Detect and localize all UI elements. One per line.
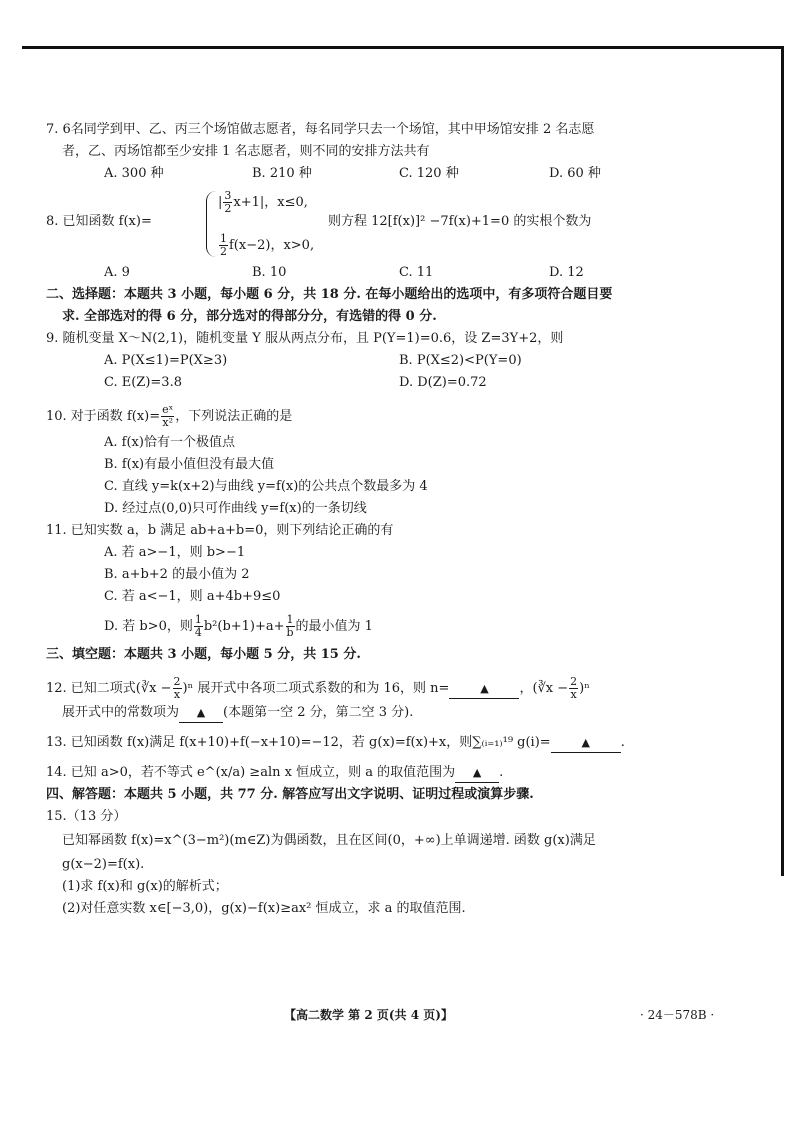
q13-blank[interactable]: ▲ bbox=[551, 734, 621, 753]
q10-option-a: A. f(x)恰有一个极值点 bbox=[104, 435, 235, 450]
q10-option-d: D. 经过点(0,0)只可作曲线 y=f(x)的一条切线 bbox=[104, 501, 367, 516]
footer-page-info: 【高二数学 第 2 页(共 4 页)】 bbox=[284, 1008, 453, 1022]
section4-title: 四、解答题：本题共 5 小题，共 77 分. 解答应写出文字说明、证明过程或演算步骤. bbox=[46, 787, 534, 802]
q8-case2: $\frac{1}{2}$ f(x−2)，x>0, bbox=[220, 232, 315, 258]
section3-title: 三、填空题：本题共 3 小题，每小题 5 分，共 15 分. bbox=[46, 647, 361, 662]
q15-line2: g(x−2)=f(x). bbox=[62, 857, 145, 872]
q9-option-a: A. P(X≤1)=P(X≥3) bbox=[104, 353, 228, 368]
q8-case1-fraction: $\frac{3}{2}$ bbox=[224, 189, 232, 215]
footer-code: · 24－578B · bbox=[640, 1008, 715, 1022]
q7-line2: 者，乙、丙场馆都至少安排 1 名志愿者，则不同的安排方法共有 bbox=[62, 144, 430, 159]
q15-line1: 已知幂函数 f(x)=x^(3−m²)(m∈Z)为偶函数，且在区间(0，+∞)上单调递增. 函数 g(x)满足 bbox=[62, 833, 596, 848]
q7-option-d: D. 60 种 bbox=[549, 166, 601, 181]
right-border-line bbox=[781, 46, 784, 876]
q12-blank-1[interactable]: ▲ bbox=[449, 680, 519, 699]
q11-d-fraction-1: $\frac{1}{4}$ bbox=[194, 613, 202, 639]
q14-line: 14. 已知 a>0，若不等式 e^(x/a) ≥aln x 恒成立，则 a 的取值范围为 ▲ . bbox=[46, 764, 503, 783]
q9-option-d: D. D(Z)=0.72 bbox=[399, 375, 487, 390]
q11-option-d: D. 若 b>0，则 $\frac{1}{4}$ b²(b+1)+a+ $\frac{1}{b}$ 的最小值为 1 bbox=[104, 613, 373, 639]
q7-option-b: B. 210 种 bbox=[252, 166, 312, 181]
q7-line1: 7. 6名同学到甲、乙、丙三个场馆做志愿者，每名同学只去一个场馆，其中甲场馆安排 2 名志愿 bbox=[46, 122, 595, 137]
q8-piecewise-brace bbox=[206, 191, 217, 257]
q7-option-a: A. 300 种 bbox=[104, 166, 164, 181]
q8-prefix: 8. 已知函数 f(x)= bbox=[46, 214, 152, 229]
q11-option-c: C. 若 a<−1，则 a+4b+9≤0 bbox=[104, 589, 281, 604]
q13-line: 13. 已知函数 f(x)满足 f(x+10)+f(−x+10)=−12，若 g(x)=f(x)+x，则∑₍ᵢ₌₁₎¹⁹ g(i)= ▲ . bbox=[46, 734, 625, 753]
section2-title-line1: 二、选择题：本题共 3 小题，每小题 6 分，共 18 分. 在每小题给出的选项中，有多项符合题目要 bbox=[46, 287, 613, 302]
q15-part1: (1)求 f(x)和 g(x)的解析式； bbox=[62, 879, 228, 894]
q9-stem: 9. 随机变量 X～N(2,1)，随机变量 Y 服从两点分布，且 P(Y=1)=0.6，设 Z=3Y+2，则 bbox=[46, 331, 564, 346]
section2-title-line2: 求. 全部选对的得 6 分，部分选对的得部分分，有选错的得 0 分. bbox=[62, 309, 437, 324]
q15-head: 15.（13 分） bbox=[46, 809, 127, 824]
q14-blank[interactable]: ▲ bbox=[455, 764, 499, 783]
q15-part2: (2)对任意实数 x∈[−3,0)，g(x)−f(x)≥ax² 恒成立，求 a 的取值范围. bbox=[62, 901, 466, 916]
q12-line1: 12. 已知二项式(∛x − $\frac{2}{x}$ )ⁿ 展开式中各项二项式系数的和为 16，则 n= ▲ ，(∛x − $\frac{2}{x}$ )ⁿ bbox=[46, 675, 590, 701]
q8-suffix: 则方程 12[f(x)]² −7f(x)+1=0 的实根个数为 bbox=[328, 214, 592, 229]
q12-fraction-1: $\frac{2}{x}$ bbox=[173, 675, 181, 701]
q7-option-c: C. 120 种 bbox=[399, 166, 459, 181]
q10-fraction: $\frac{\text{eˣ}}{\text{x²}}$ bbox=[162, 403, 174, 429]
q12-blank-2[interactable]: ▲ bbox=[179, 704, 223, 723]
q8-option-c: C. 11 bbox=[399, 265, 434, 280]
q8-case1: | $\frac{3}{2}$ x+1|，x≤0, bbox=[218, 189, 308, 215]
q12-line2: 展开式中的常数项为 ▲ (本题第一空 2 分，第二空 3 分). bbox=[62, 704, 413, 723]
q8-option-d: D. 12 bbox=[549, 265, 584, 280]
q11-option-b: B. a+b+2 的最小值为 2 bbox=[104, 567, 250, 582]
q10-stem: 10. 对于函数 f(x)= $\frac{\text{eˣ}}{\text{x²}}$ ，下列说法正确的是 bbox=[46, 403, 293, 429]
q9-option-b: B. P(X≤2)<P(Y=0) bbox=[399, 353, 522, 368]
q8-option-b: B. 10 bbox=[252, 265, 287, 280]
q10-option-c: C. 直线 y=k(x+2)与曲线 y=f(x)的公共点个数最多为 4 bbox=[104, 479, 428, 494]
top-border-line bbox=[22, 46, 784, 49]
q11-option-a: A. 若 a>−1，则 b>−1 bbox=[104, 545, 246, 560]
q9-option-c: C. E(Z)=3.8 bbox=[104, 375, 182, 390]
q11-d-fraction-2: $\frac{1}{b}$ bbox=[286, 613, 294, 639]
q11-stem: 11. 已知实数 a，b 满足 ab+a+b=0，则下列结论正确的有 bbox=[46, 523, 394, 538]
q8-case2-fraction: $\frac{1}{2}$ bbox=[220, 232, 227, 258]
q12-fraction-2: $\frac{2}{x}$ bbox=[570, 675, 578, 701]
q10-option-b: B. f(x)有最小值但没有最大值 bbox=[104, 457, 275, 472]
q8-option-a: A. 9 bbox=[104, 265, 130, 280]
